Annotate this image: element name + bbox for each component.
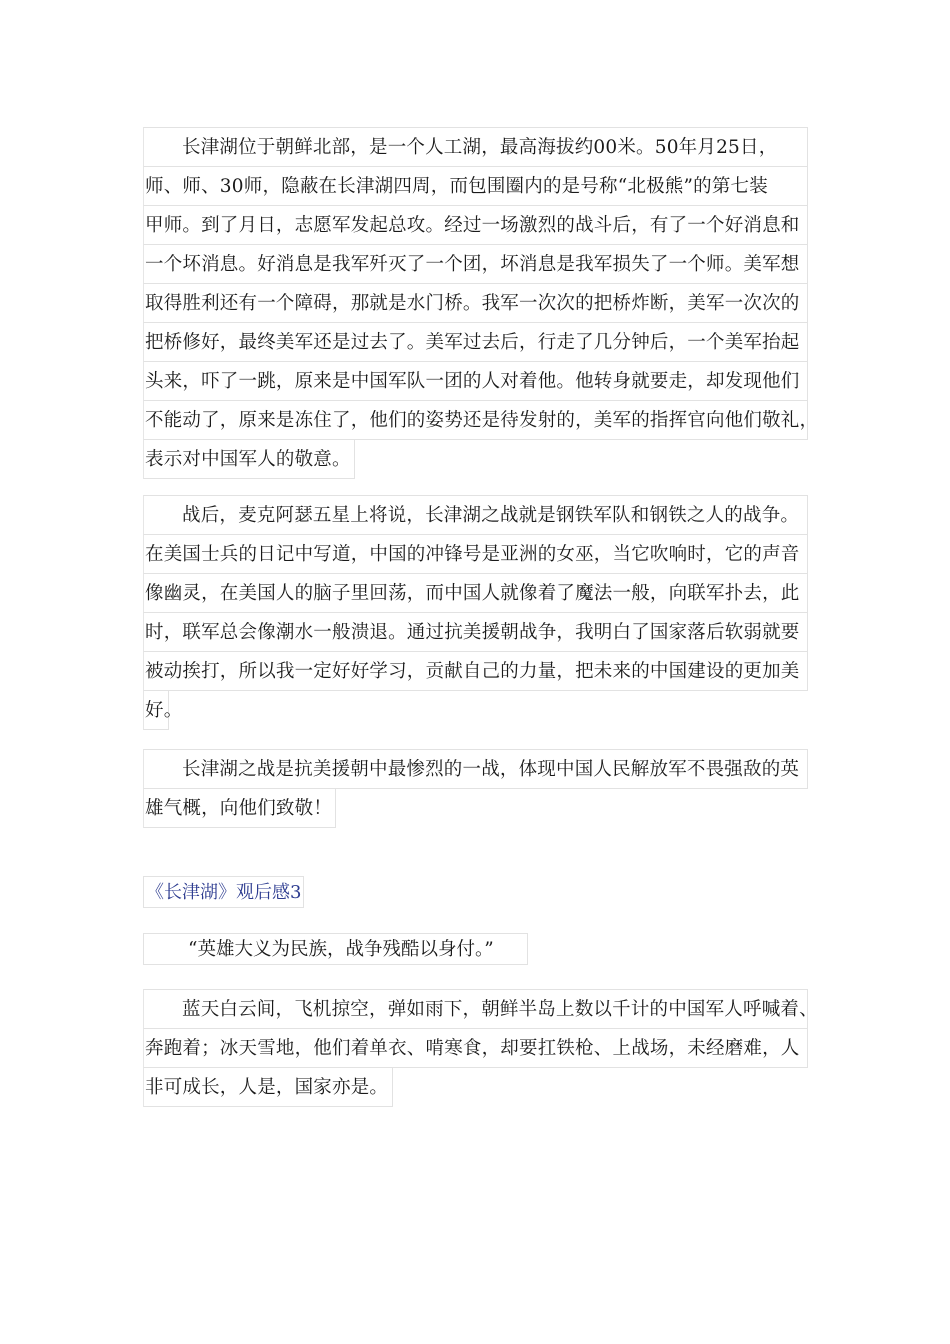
text-line: 战后，麦克阿瑟五星上将说，长津湖之战就是钢铁军队和钢铁之人的战争。	[143, 495, 808, 535]
text-line: 蓝天白云间，飞机掠空，弹如雨下，朝鲜半岛上数以千计的中国军人呼喊着、	[143, 989, 808, 1029]
section-title: 《长津湖》观后感3	[143, 876, 304, 908]
text-line: 好。	[143, 690, 169, 730]
text-line: 长津湖之战是抗美援朝中最惨烈的一战，体现中国人民解放军不畏强敌的英	[143, 749, 808, 789]
text-line: 头来，吓了一跳，原来是中国军队一团的人对着他。他转身就要走，却发现他们	[143, 361, 808, 401]
text-line: 在美国士兵的日记中写道，中国的冲锋号是亚洲的女巫，当它吹响时，它的声音	[143, 534, 808, 574]
quote-line: “英雄大义为民族，战争残酷以身付。”	[143, 933, 528, 965]
text-line: 把桥修好，最终美军还是过去了。美军过去后，行走了几分钟后，一个美军抬起	[143, 322, 808, 362]
text-line: 被动挨打，所以我一定好好学习，贡献自己的力量，把未来的中国建设的更加美	[143, 651, 808, 691]
text-line: 师、师、30师，隐蔽在长津湖四周，而包围圈内的是号称“北极熊”的第七装	[143, 166, 808, 206]
paragraph-1	[143, 128, 819, 479]
text-line: 甲师。到了月日，志愿军发起总攻。经过一场激烈的战斗后，有了一个好消息和	[143, 205, 808, 245]
text-line: 长津湖位于朝鲜北部，是一个人工湖，最高海拔约00米。50年月25日，	[143, 127, 808, 167]
text-line: 像幽灵，在美国人的脑子里回荡，而中国人就像着了魔法一般，向联军扑去，此	[143, 573, 808, 613]
text-line: 表示对中国军人的敬意。	[143, 439, 355, 479]
text-line: 时，联军总会像潮水一般溃退。通过抗美援朝战争，我明白了国家落后软弱就要	[143, 612, 808, 652]
text-line: 奔跑着；冰天雪地，他们着单衣、啃寒食，却要扛铁枪、上战场，未经磨难，人	[143, 1028, 808, 1068]
paragraph-2	[143, 496, 808, 730]
text-line: 不能动了，原来是冻住了，他们的姿势还是待发射的，美军的指挥官向他们敬礼，	[143, 400, 808, 440]
text-line: 非可成长，人是，国家亦是。	[143, 1067, 393, 1107]
text-line: 取得胜利还有一个障碍，那就是水门桥。我军一次次的把桥炸断，美军一次次的	[143, 283, 808, 323]
paragraph-3	[143, 750, 808, 828]
text-line: 雄气概，向他们致敬！	[143, 788, 336, 828]
text-line: 一个坏消息。好消息是我军歼灭了一个团，坏消息是我军损失了一个师。美军想	[143, 244, 808, 284]
paragraph-4	[143, 990, 818, 1107]
